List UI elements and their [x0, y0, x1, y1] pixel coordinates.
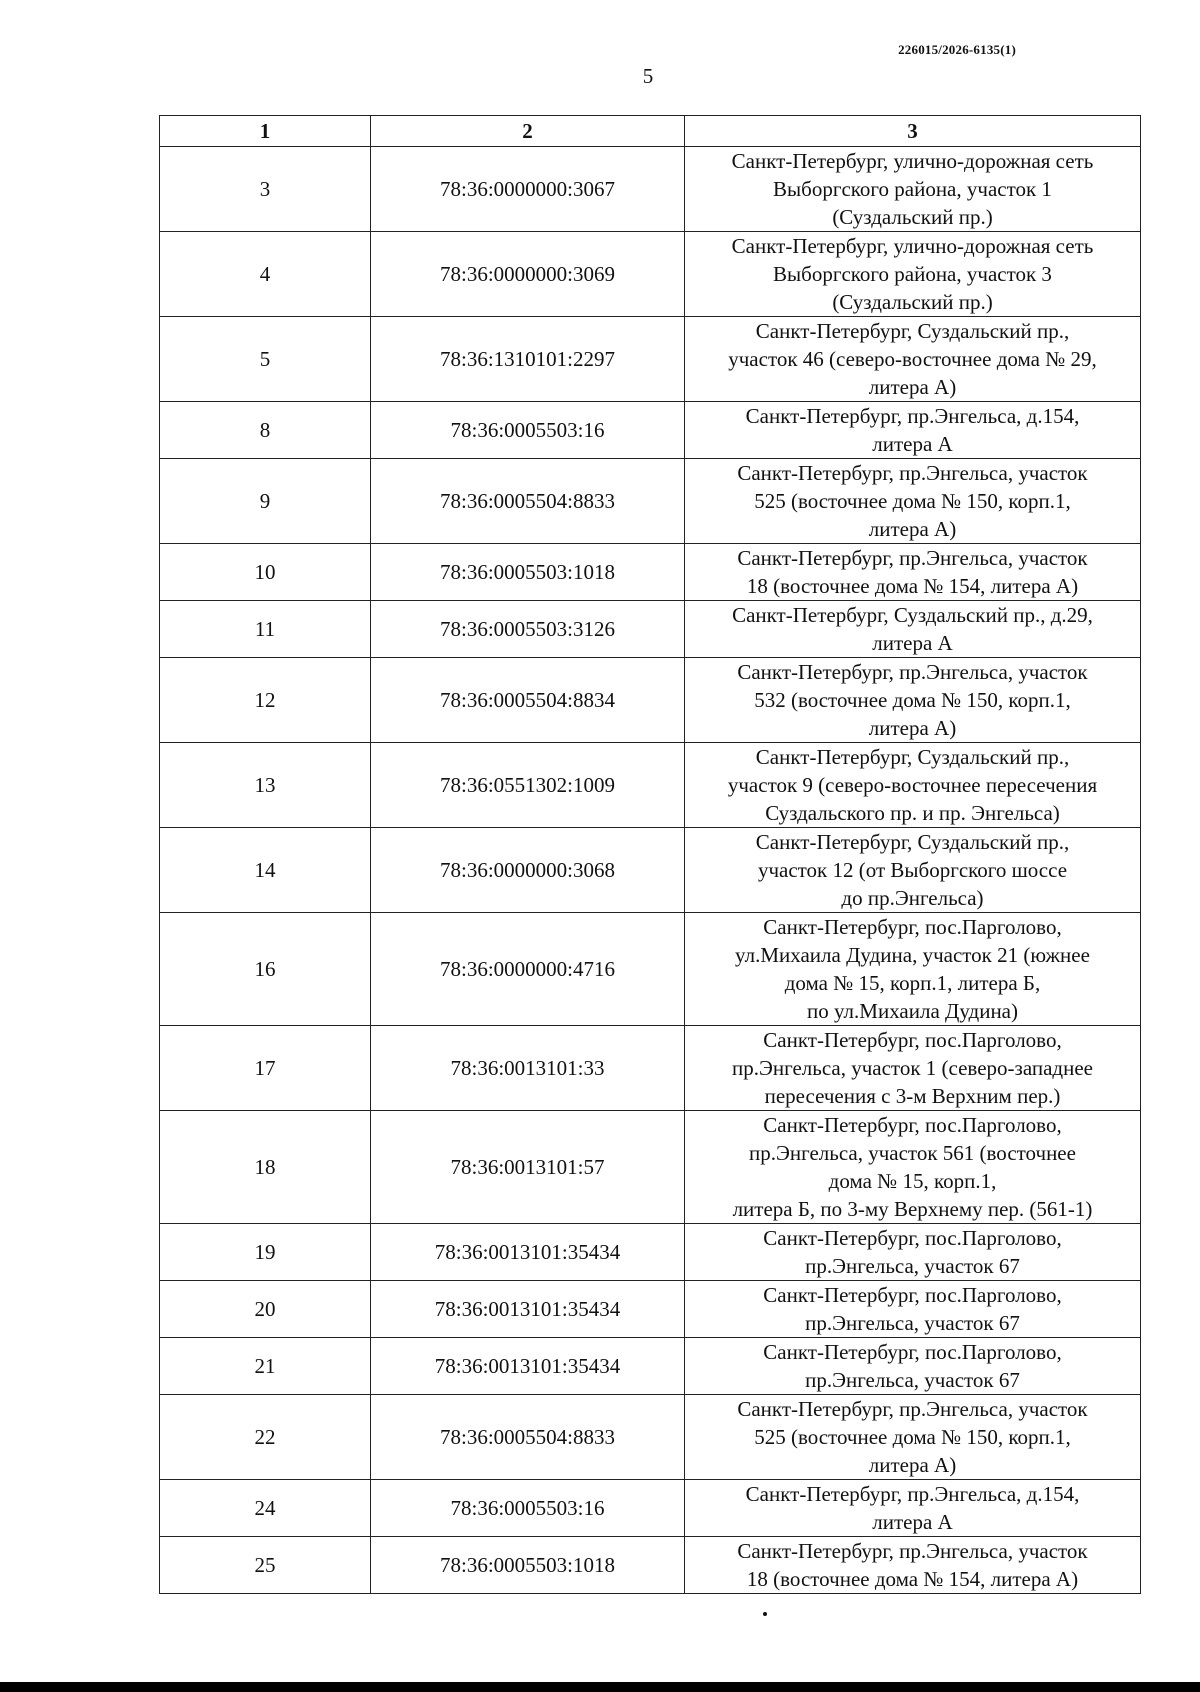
row-number-cell: 16 [160, 913, 371, 1026]
cadastral-number-cell: 78:36:0005504:8833 [371, 459, 685, 544]
address-cell: Санкт-Петербург, Суздальский пр., участок 12 (от Выборгского шоссе до пр.Энгельса) [685, 828, 1141, 913]
row-number-cell: 11 [160, 601, 371, 658]
table-row [160, 1537, 1141, 1594]
table-row [160, 1224, 1141, 1281]
row-number-cell: 21 [160, 1338, 371, 1395]
address-cell: Санкт-Петербург, пос.Парголово, пр.Энгельса, участок 561 (восточнее дома № 15, корп.1, литера Б, по 3-му Верхнему пер. (561-1) [685, 1111, 1141, 1224]
table-row [160, 459, 1141, 544]
table-row [160, 658, 1141, 743]
address-cell: Санкт-Петербург, пос.Парголово, пр.Энгельса, участок 67 [685, 1338, 1141, 1395]
table-row [160, 913, 1141, 1026]
cadastral-number-cell: 78:36:0013101:57 [371, 1111, 685, 1224]
table-row [160, 1480, 1141, 1537]
table-row [160, 828, 1141, 913]
address-cell: Санкт-Петербург, пос.Парголово, ул.Михаила Дудина, участок 21 (южнее дома № 15, корп.1, литера Б, по ул.Михаила Дудина) [685, 913, 1141, 1026]
scan-bottom-edge [0, 1682, 1200, 1692]
address-cell: Санкт-Петербург, пос.Парголово, пр.Энгельса, участок 67 [685, 1224, 1141, 1281]
cadastral-number-cell: 78:36:0005504:8834 [371, 658, 685, 743]
table-row [160, 1395, 1141, 1480]
parcel-table [159, 115, 1141, 1594]
cadastral-number-cell: 78:36:0005503:3126 [371, 601, 685, 658]
row-number-cell: 17 [160, 1026, 371, 1111]
address-cell: Санкт-Петербург, пр.Энгельса, д.154, литера А [685, 402, 1141, 459]
row-number-cell: 20 [160, 1281, 371, 1338]
cadastral-number-cell: 78:36:0013101:35434 [371, 1224, 685, 1281]
cadastral-number-cell: 78:36:0000000:3069 [371, 232, 685, 317]
address-cell: Санкт-Петербург, пр.Энгельса, участок 525 (восточнее дома № 150, корп.1, литера А) [685, 1395, 1141, 1480]
table-row [160, 1281, 1141, 1338]
row-number-cell: 10 [160, 544, 371, 601]
address-cell: Санкт-Петербург, улично-дорожная сеть Выборгского района, участок 3 (Суздальский пр.) [685, 232, 1141, 317]
address-cell: Санкт-Петербург, Суздальский пр., д.29, литера А [685, 601, 1141, 658]
cadastral-number-cell: 78:36:0005504:8833 [371, 1395, 685, 1480]
table-row [160, 1111, 1141, 1224]
table-row [160, 317, 1141, 402]
table-row [160, 743, 1141, 828]
row-number-cell: 5 [160, 317, 371, 402]
cadastral-number-cell: 78:36:0000000:4716 [371, 913, 685, 1026]
cadastral-number-cell: 78:36:0551302:1009 [371, 743, 685, 828]
address-cell: Санкт-Петербург, Суздальский пр., участок 46 (северо-восточнее дома № 29, литера А) [685, 317, 1141, 402]
address-cell: Санкт-Петербург, пр.Энгельса, участок 525 (восточнее дома № 150, корп.1, литера А) [685, 459, 1141, 544]
table-row [160, 1338, 1141, 1395]
table-row [160, 402, 1141, 459]
row-number-cell: 12 [160, 658, 371, 743]
row-number-cell: 22 [160, 1395, 371, 1480]
cadastral-number-cell: 78:36:0005503:16 [371, 402, 685, 459]
table-row [160, 1026, 1141, 1111]
row-number-cell: 24 [160, 1480, 371, 1537]
cadastral-number-cell: 78:36:0005503:1018 [371, 544, 685, 601]
column-header: 3 [685, 116, 1141, 147]
row-number-cell: 14 [160, 828, 371, 913]
cadastral-number-cell: 78:36:0005503:16 [371, 1480, 685, 1537]
table-row [160, 601, 1141, 658]
row-number-cell: 9 [160, 459, 371, 544]
address-cell: Санкт-Петербург, пр.Энгельса, участок 532 (восточнее дома № 150, корп.1, литера А) [685, 658, 1141, 743]
cadastral-number-cell: 78:36:0005503:1018 [371, 1537, 685, 1594]
column-header: 1 [160, 116, 371, 147]
cadastral-number-cell: 78:36:0013101:33 [371, 1026, 685, 1111]
address-cell: Санкт-Петербург, пр.Энгельса, д.154, литера А [685, 1480, 1141, 1537]
row-number-cell: 4 [160, 232, 371, 317]
address-cell: Санкт-Петербург, пос.Парголово, пр.Энгельса, участок 67 [685, 1281, 1141, 1338]
cadastral-number-cell: 78:36:0000000:3068 [371, 828, 685, 913]
table-row [160, 147, 1141, 232]
document-number: 226015/2026-6135(1) [898, 42, 1016, 57]
row-number-cell: 8 [160, 402, 371, 459]
page-number: 5 [642, 64, 654, 88]
row-number-cell: 18 [160, 1111, 371, 1224]
table-row [160, 544, 1141, 601]
column-header: 2 [371, 116, 685, 147]
table-header-row [160, 116, 1141, 147]
row-number-cell: 13 [160, 743, 371, 828]
scan-speck [763, 1612, 767, 1616]
address-cell: Санкт-Петербург, пр.Энгельса, участок 18 (восточнее дома № 154, литера А) [685, 544, 1141, 601]
cadastral-number-cell: 78:36:0013101:35434 [371, 1281, 685, 1338]
cadastral-number-cell: 78:36:1310101:2297 [371, 317, 685, 402]
address-cell: Санкт-Петербург, пос.Парголово, пр.Энгельса, участок 1 (северо-западнее пересечения с 3-м Верхним пер.) [685, 1026, 1141, 1111]
cadastral-number-cell: 78:36:0013101:35434 [371, 1338, 685, 1395]
address-cell: Санкт-Петербург, пр.Энгельса, участок 18 (восточнее дома № 154, литера А) [685, 1537, 1141, 1594]
address-cell: Санкт-Петербург, улично-дорожная сеть Выборгского района, участок 1 (Суздальский пр.) [685, 147, 1141, 232]
address-cell: Санкт-Петербург, Суздальский пр., участок 9 (северо-восточнее пересечения Суздальского пр. и пр. Энгельса) [685, 743, 1141, 828]
row-number-cell: 3 [160, 147, 371, 232]
row-number-cell: 19 [160, 1224, 371, 1281]
table-row [160, 232, 1141, 317]
row-number-cell: 25 [160, 1537, 371, 1594]
cadastral-number-cell: 78:36:0000000:3067 [371, 147, 685, 232]
